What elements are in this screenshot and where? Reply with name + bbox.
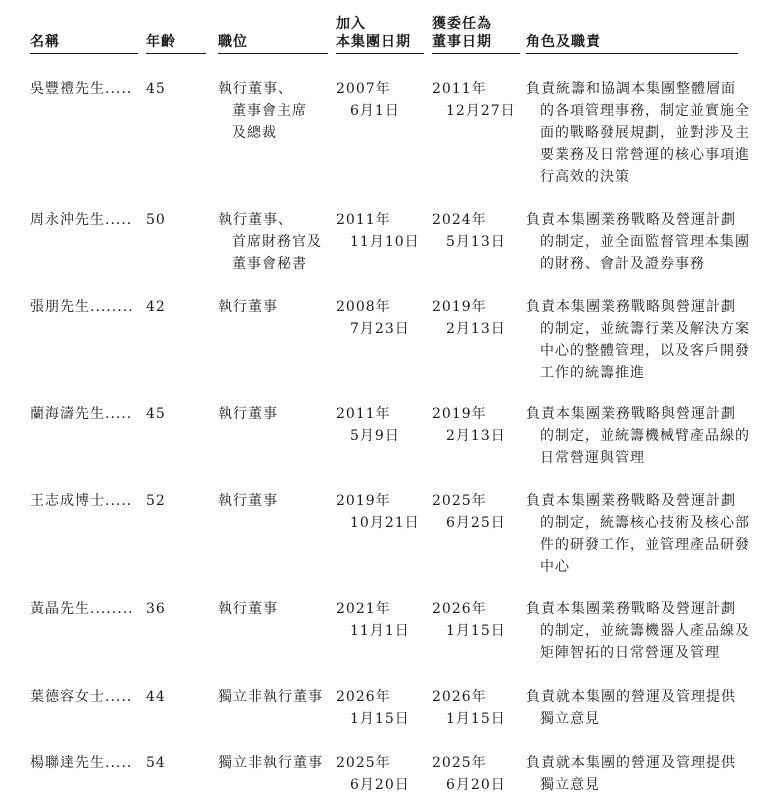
director-role (526, 78, 750, 188)
director-age-line: 45 (146, 81, 166, 97)
director-role-line: 負責本集團業務戰略及營運計劃 (526, 601, 736, 617)
director-role-line: 行高效的決策 (540, 169, 630, 185)
join-date-line: 7月23日 (350, 321, 410, 337)
appointment-date-line: 6月20日 (446, 777, 506, 793)
appointment-date (432, 686, 520, 730)
director-name-line: 葉德容女士..... (30, 689, 133, 705)
director-age (146, 686, 206, 708)
director-name-line: 楊聯達先生..... (30, 755, 133, 771)
appointment-date-line: 1月15日 (446, 711, 506, 727)
join-date (336, 209, 424, 253)
director-role-line: 的各項管理事務，制定並實施全 (540, 103, 750, 119)
director-role-line: 負責本集團業務戰略與營運計劃 (526, 299, 736, 315)
director-position (218, 296, 328, 318)
header-position: 職位 (218, 0, 328, 54)
director-role-line: 負責統籌和協調本集團整體層面 (526, 81, 736, 97)
join-date-line: 5月9日 (350, 428, 400, 444)
director-age (146, 296, 206, 318)
director-age-line: 36 (146, 601, 166, 617)
director-position-line: 董事會秘書 (232, 256, 307, 272)
director-role-line: 面的戰略發展規劃，並對涉及主 (540, 125, 750, 141)
director-age-line: 52 (146, 493, 166, 509)
header-appointment-date: 獲委任為 董事日期 (432, 0, 520, 54)
join-date-line: 2019年 (336, 493, 391, 509)
appointment-date (432, 296, 520, 340)
director-role-line: 中心的整體管理，以及客戶開發 (540, 343, 750, 359)
director-age (146, 490, 206, 512)
join-date-line: 6月1日 (350, 103, 400, 119)
director-position (218, 752, 328, 774)
join-date-line: 2021年 (336, 601, 391, 617)
header-join-date: 加入 本集團日期 (336, 0, 424, 54)
join-date-line: 2008年 (336, 299, 391, 315)
director-name-line: 張朋先生........ (30, 299, 134, 315)
join-date (336, 490, 424, 534)
director-role-line: 獨立意見 (540, 777, 600, 793)
director-position (218, 490, 328, 512)
appointment-date-line: 2月13日 (446, 428, 506, 444)
director-position (218, 78, 328, 144)
join-date-line: 2026年 (336, 689, 391, 705)
director-age-line: 42 (146, 299, 166, 315)
director-name-line: 蘭海濤先生..... (30, 406, 133, 422)
director-position-line: 及總裁 (232, 125, 277, 141)
director-position-line: 執行董事、 (218, 212, 293, 228)
join-date (336, 686, 424, 730)
director-role-line: 的制定，統籌核心技術及核心部 (540, 515, 750, 531)
appointment-date-line: 6月25日 (446, 515, 506, 531)
join-date (336, 403, 424, 447)
director-name-line: 王志成博士..... (30, 493, 133, 509)
director-age (146, 598, 206, 620)
join-date-line: 10月21日 (350, 515, 420, 531)
director-role-line: 的財務、會計及證券事務 (540, 256, 705, 272)
director-role-line: 獨立意見 (540, 711, 600, 727)
join-date (336, 296, 424, 340)
header-name: 名稱 (30, 0, 138, 54)
appointment-date-line: 2026年 (432, 689, 487, 705)
director-position-line: 獨立非執行董事 (218, 755, 323, 771)
director-name (30, 598, 138, 620)
director-name (30, 78, 138, 100)
director-role-line: 日常營運與管理 (540, 450, 645, 466)
director-age (146, 78, 206, 100)
director-position-line: 執行董事 (218, 493, 278, 509)
director-role-line: 負責就本集團的營運及管理提供 (526, 689, 736, 705)
join-date-line: 1月15日 (350, 711, 410, 727)
header-role: 角色及職責 (526, 0, 738, 54)
director-name (30, 752, 138, 774)
director-role-line: 要業務及日常營運的核心事項進 (540, 147, 750, 163)
director-position-line: 執行董事 (218, 406, 278, 422)
appointment-date (432, 209, 520, 253)
director-name (30, 490, 138, 512)
join-date-line: 11月10日 (350, 234, 420, 250)
appointment-date-line: 2025年 (432, 493, 487, 509)
director-position-line: 執行董事、 (218, 81, 293, 97)
director-age (146, 403, 206, 425)
director-position (218, 598, 328, 620)
appointment-date-line: 5月13日 (446, 234, 506, 250)
director-age (146, 752, 206, 774)
director-role (526, 490, 750, 578)
director-role-line: 的制定，並統籌機械臂產品線的 (540, 428, 750, 444)
director-role-line: 的制定，並全面監督管理本集團 (540, 234, 750, 250)
director-role (526, 686, 740, 730)
director-role-line: 負責本集團業務戰略及營運計劃 (526, 212, 736, 228)
join-date (336, 598, 424, 642)
header-age: 年齡 (146, 0, 206, 54)
director-position-line: 董事會主席 (232, 103, 307, 119)
appointment-date-line: 12月27日 (446, 103, 516, 119)
appointment-date-line: 2026年 (432, 601, 487, 617)
director-role-line: 負責本集團業務戰略及營運計劃 (526, 493, 736, 509)
appointment-date (432, 78, 520, 122)
director-position-line: 執行董事 (218, 601, 278, 617)
join-date-line: 2011年 (336, 406, 391, 422)
join-date-line: 2007年 (336, 81, 391, 97)
appointment-date-line: 2019年 (432, 299, 487, 315)
director-role-line: 工作的統籌推進 (540, 365, 645, 381)
director-role-line: 矩陣智拓的日常營運及管理 (540, 645, 720, 661)
director-age-line: 50 (146, 212, 166, 228)
director-role (526, 598, 750, 664)
director-name (30, 686, 138, 708)
director-position-line: 首席財務官及 (232, 234, 322, 250)
director-role (526, 209, 750, 275)
appointment-date-line: 2月13日 (446, 321, 506, 337)
director-position (218, 209, 328, 275)
director-role-line: 件的研發工作，並管理產品研發 (540, 537, 750, 553)
join-date-line: 11月1日 (350, 623, 410, 639)
director-position (218, 403, 328, 425)
director-age-line: 54 (146, 755, 166, 771)
appointment-date-line: 1月15日 (446, 623, 506, 639)
join-date (336, 78, 424, 122)
director-age-line: 44 (146, 689, 166, 705)
director-name-line: 黃晶先生........ (30, 601, 134, 617)
director-age (146, 209, 206, 231)
director-role (526, 296, 750, 384)
director-role (526, 752, 740, 796)
director-role (526, 403, 750, 469)
appointment-date (432, 752, 520, 796)
director-name (30, 209, 138, 231)
director-role-line: 負責本集團業務戰略與營運計劃 (526, 406, 736, 422)
appointment-date (432, 598, 520, 642)
appointment-date-line: 2025年 (432, 755, 487, 771)
director-age-line: 45 (146, 406, 166, 422)
appointment-date-line: 2011年 (432, 81, 487, 97)
director-name-line: 周永沖先生..... (30, 212, 133, 228)
director-role-line: 負責就本集團的營運及管理提供 (526, 755, 736, 771)
appointment-date-line: 2019年 (432, 406, 487, 422)
director-position-line: 獨立非執行董事 (218, 689, 323, 705)
director-position (218, 686, 328, 708)
appointment-date-line: 2024年 (432, 212, 487, 228)
join-date-line: 2025年 (336, 755, 391, 771)
director-name (30, 296, 138, 318)
join-date-line: 6月20日 (350, 777, 410, 793)
director-role-line: 中心 (540, 559, 570, 575)
director-position-line: 執行董事 (218, 299, 278, 315)
join-date (336, 752, 424, 796)
director-name (30, 403, 138, 425)
director-role-line: 的制定，並統籌機器人產品線及 (540, 623, 750, 639)
join-date-line: 2011年 (336, 212, 391, 228)
appointment-date (432, 403, 520, 447)
director-name-line: 吳豐禮先生..... (30, 81, 133, 97)
appointment-date (432, 490, 520, 534)
director-role-line: 的制定，並統籌行業及解決方案 (540, 321, 750, 337)
